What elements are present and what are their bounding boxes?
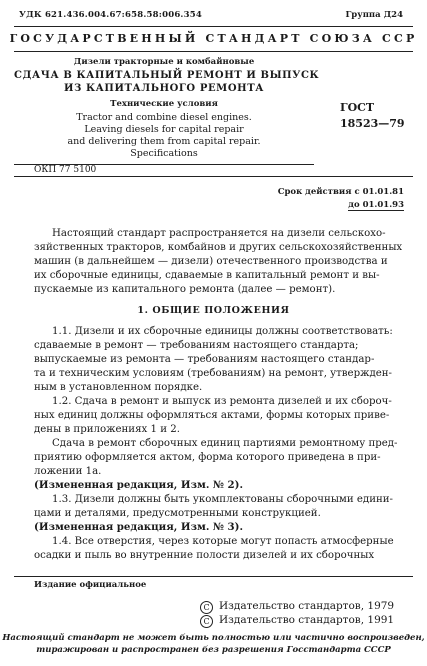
body-line: 1.4. Все отверстия, через которые могут попасть атмосферные	[52, 536, 394, 547]
body-line: 1.3. Дизели должны быть укомплектованы сборочными едини-	[52, 494, 394, 505]
english-title-4: Specifications	[130, 148, 198, 159]
subtitle: Технические условия	[110, 99, 218, 109]
validity-to: до 01.01.93	[348, 200, 404, 210]
title-line-1: СДАЧА В КАПИТАЛЬНЫЙ РЕМОНТ И ВЫПУСК	[14, 70, 320, 81]
english-title-1: Tractor and combine diesel engines.	[76, 112, 252, 123]
header-rule-bottom	[14, 51, 413, 52]
body-line: сдаваемые в ремонт — требованиям настоящего стандарта;	[34, 340, 359, 351]
copyright-text: Издательство стандартов, 1991	[219, 614, 395, 626]
reproduction-notice-1: Настоящий стандарт не может быть полностью или частично воспроизведен,	[2, 633, 425, 643]
body-line: ных единиц должны оформляться актами, формы которых приве-	[34, 410, 390, 421]
body-line: ным в установленном порядке.	[34, 382, 203, 393]
intro-line: машин (в дальнейшем — дизели) отечественного производства и	[34, 256, 388, 267]
section-heading: 1. ОБЩИЕ ПОЛОЖЕНИЯ	[137, 305, 290, 316]
footer-rule	[14, 576, 413, 577]
amendment-note: (Измененная редакция, Изм. № 3).	[34, 521, 244, 533]
body-line: Сдача в ремонт сборочных единиц партиями ремонтному пред-	[52, 438, 398, 449]
body-line: цами и деталями, предусмотренными конструкцией.	[34, 508, 321, 519]
header-rule-top	[14, 26, 413, 27]
intro-line: зяйственных тракторов, комбайнов и других сельскохозяйственных	[34, 242, 403, 253]
body-line: выпускаемые из ремонта — требованиям настоящего стандар-	[34, 354, 375, 365]
validity-from: Срок действия с 01.01.81	[277, 187, 404, 197]
intro-line: пускаемые из капитального ремонта (далее — ремонт).	[34, 284, 336, 295]
gost-label: ГОСТ	[340, 101, 375, 114]
official-edition: Издание официальное	[34, 580, 147, 590]
copyright-text: Издательство стандартов, 1979	[219, 600, 395, 612]
gost-number: 18523—79	[340, 117, 405, 130]
body-line: дены в приложениях 1 и 2.	[34, 424, 180, 435]
title-line-2: ИЗ КАПИТАЛЬНОГО РЕМОНТА	[64, 83, 264, 94]
udc-code: УДК 621.436.004.67:658.58:006.354	[19, 10, 202, 20]
reproduction-notice-2: тиражирован и распространен без разрешения Госстандарта СССР	[36, 645, 391, 655]
intro-line: их сборочные единицы, сдаваемые в капитальный ремонт и вы-	[34, 270, 380, 281]
standard-banner: ГОСУДАРСТВЕННЫЙ СТАНДАРТ СОЮЗА ССР	[9, 32, 418, 45]
english-title-2: Leaving diesels for capital repair	[84, 124, 244, 135]
intro-line: Настоящий стандарт распространяется на дизели сельскохо-	[52, 228, 386, 239]
copyright-line-1	[200, 600, 394, 614]
section-rule	[14, 176, 413, 177]
okp-code: ОКП 77 5100	[34, 165, 97, 175]
amendment-note: (Измененная редакция, Изм. № 2).	[34, 479, 244, 491]
body-line: та и техническим условиям (требованиям) на ремонт, утвержден-	[34, 368, 392, 379]
copyright-line-2	[200, 614, 394, 628]
body-line: 1.2. Сдача в ремонт и выпуск из ремонта дизелей и их сбороч-	[52, 396, 392, 407]
body-line: осадки и пыль во внутренние полости дизелей и их сборочных	[34, 550, 375, 561]
subject-line: Дизели тракторные и комбайновые	[73, 57, 255, 67]
body-line: ложении 1а.	[34, 466, 102, 477]
copyright-icon: C	[200, 601, 213, 614]
group-code: Группа Д24	[345, 10, 403, 20]
english-title-3: and delivering them from capital repair.	[67, 136, 261, 147]
copyright-icon: C	[200, 615, 213, 628]
body-line: 1.1. Дизели и их сборочные единицы должны соответствовать:	[52, 326, 393, 337]
body-line: приятию оформляется актом, форма которого приведена в при-	[34, 452, 381, 463]
